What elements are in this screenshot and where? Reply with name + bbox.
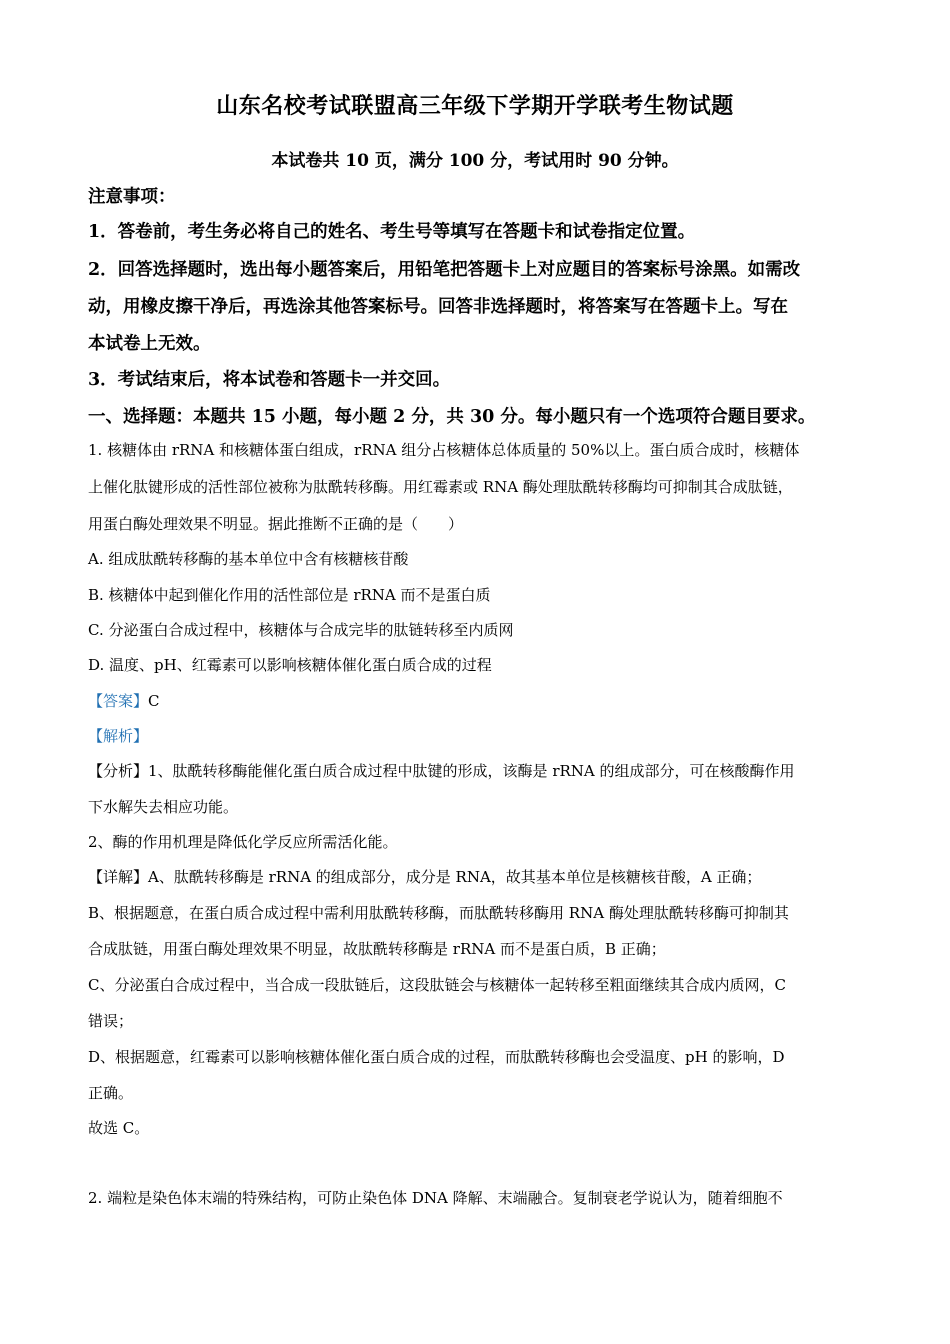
q1-stem-line-2: 上催化肽键形成的活性部位被称为肽酰转移酶。用红霉素或 RNA 酶处理肽酰转移酶均可抑制其合成肽链， <box>88 478 793 496</box>
q1-conclusion: 故选 C。 <box>88 1119 150 1137</box>
q1-detail-c-line-1: C、分泌蛋白合成过程中，当合成一段肽链后，这段肽链会与核糖体一起转移至粗面继续其合成内质网，C <box>88 976 786 994</box>
q1-option-c: C. 分泌蛋白合成过程中，核糖体与合成完毕的肽链转移至内质网 <box>88 621 514 639</box>
notice-heading: 注意事项： <box>88 187 176 207</box>
q1-detail-b-line-2: 合成肽链，用蛋白酶处理效果不明显，故肽酰转移酶是 rRNA 而不是蛋白质，B 正确； <box>88 940 666 958</box>
q1-stem-line-3: 用蛋白酶处理效果不明显。据此推断不正确的是（ ） <box>88 515 464 533</box>
answer-value: C <box>148 692 160 710</box>
answer-tag: 【答案】 <box>88 692 149 710</box>
q1-option-a: A. 组成肽酰转移酶的基本单位中含有核糖核苷酸 <box>88 550 409 568</box>
q1-detail-b-line-1: B、根据题意，在蛋白质合成过程中需利用肽酰转移酶，而肽酰转移酶用 RNA 酶处理肽酰转移酶可抑制其 <box>88 904 789 922</box>
q1-fenxi-line-1: 【分析】1、肽酰转移酶能催化蛋白质合成过程中肽键的形成，该酶是 rRNA 的组成部分，可在核酸酶作用 <box>88 762 795 780</box>
q2-stem-line-1: 2. 端粒是染色体末端的特殊结构，可防止染色体 DNA 降解、末端融合。复制衰老学说认为，随着细胞不 <box>88 1189 783 1207</box>
notice-item-2-line-1: 2．回答选择题时，选出每小题答案后，用铅笔把答题卡上对应题目的答案标号涂黑。如需改 <box>88 260 801 280</box>
section-heading: 一、选择题：本题共 15 小题，每小题 2 分，共 30 分。每小题只有一个选项符合题目要求。 <box>88 407 816 427</box>
q1-detail-d-line-1: D、根据题意，红霉素可以影响核糖体催化蛋白质合成的过程，而肽酰转移酶也会受温度、pH 的影响，D <box>88 1048 785 1066</box>
notice-item-2-line-3: 本试卷上无效。 <box>88 334 211 354</box>
document-subtitle: 本试卷共 10 页，满分 100 分，考试用时 90 分钟。 <box>271 151 679 171</box>
analysis-tag: 【解析】 <box>88 727 149 745</box>
notice-item-1: 1．答卷前，考生务必将自己的姓名、考生号等填写在答题卡和试卷指定位置。 <box>88 222 696 242</box>
document-title: 山东名校考试联盟高三年级下学期开学联考生物试题 <box>216 93 734 119</box>
q1-answer <box>88 690 878 711</box>
q1-option-b: B. 核糖体中起到催化作用的活性部位是 rRNA 而不是蛋白质 <box>88 586 491 604</box>
q1-fenxi-2: 2、酶的作用机理是降低化学反应所需活化能。 <box>88 833 398 851</box>
q1-detail-c-line-2: 错误； <box>88 1012 134 1030</box>
q1-fenxi-line-2: 下水解失去相应功能。 <box>88 798 239 816</box>
q1-stem-line-1: 1. 核糖体由 rRNA 和核糖体蛋白组成，rRNA 组分占核糖体总体质量的 50%以上。蛋白质合成时，核糖体 <box>88 441 800 459</box>
q1-detail-d-line-2: 正确。 <box>88 1084 134 1102</box>
q1-detail-a: 【详解】A、肽酰转移酶是 rRNA 的组成部分，成分是 RNA，故其基本单位是核糖核苷酸，A 正确； <box>88 868 762 886</box>
notice-item-3: 3．考试结束后，将本试卷和答题卡一并交回。 <box>88 370 451 390</box>
q1-option-d: D. 温度、pH、红霉素可以影响核糖体催化蛋白质合成的过程 <box>88 656 492 674</box>
notice-item-2-line-2: 动，用橡皮擦干净后，再选涂其他答案标号。回答非选择题时，将答案写在答题卡上。写在 <box>88 297 788 317</box>
